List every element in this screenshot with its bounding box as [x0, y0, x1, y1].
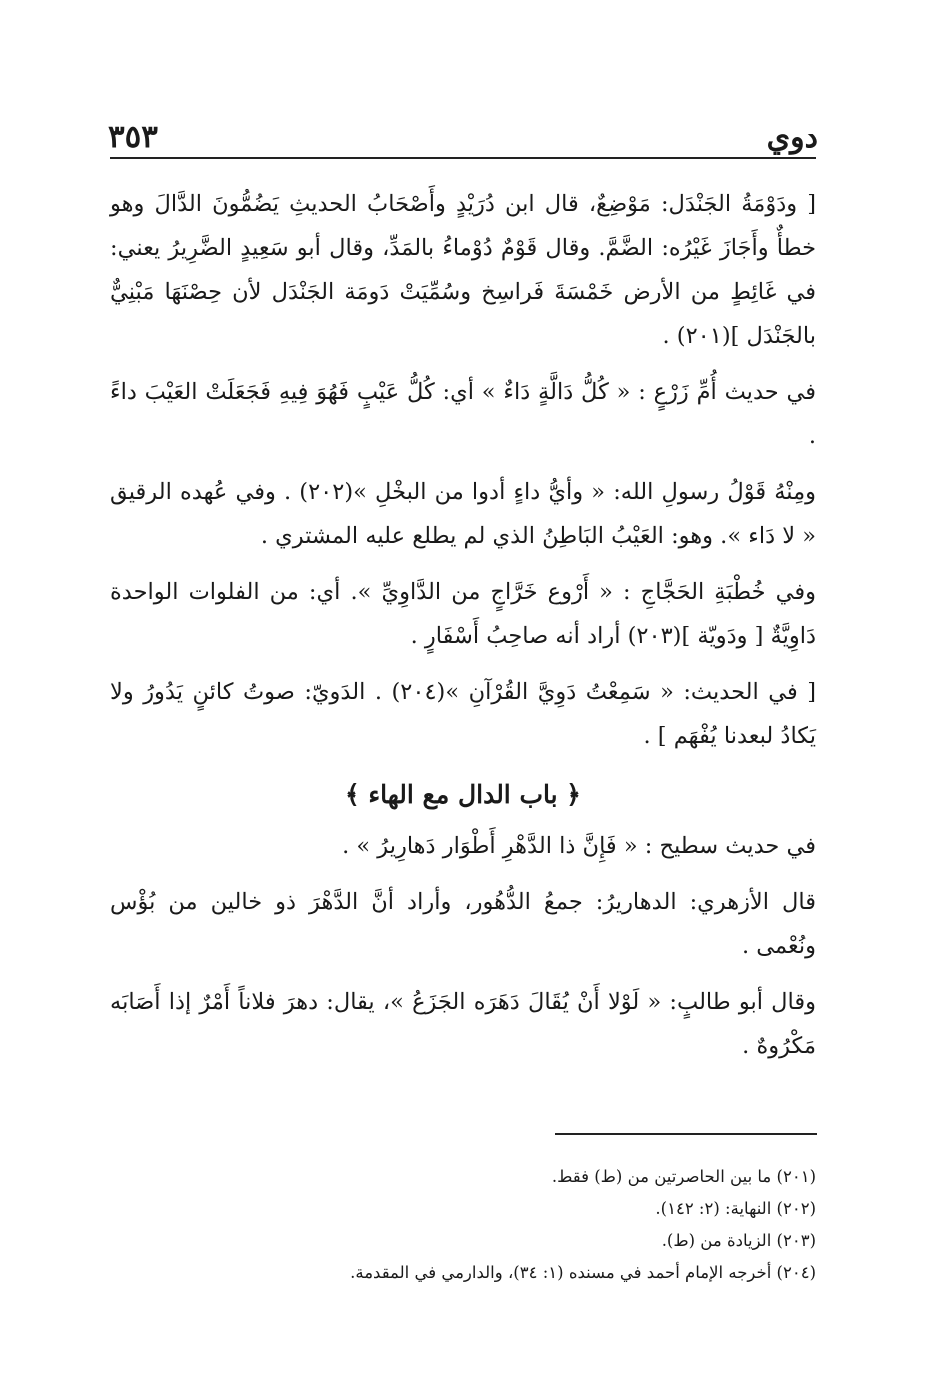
footnote: (٢٠٢) النهاية: (٢: ١٤٢).	[655, 1199, 816, 1218]
page-number: ٣٥٣	[108, 119, 158, 155]
page-header	[108, 100, 818, 155]
paragraph: وقال أبو طالبٍ: « لَوْلا أَنْ يُقَالَ دَهَرَه الجَزَعُ »، يقال: دهرَ فلاناً أَمْرٌ إذا أَصَابَه مَكْرُوهٌ .	[110, 989, 816, 1059]
paragraph: في حديث سطيح : « فَإِنَّ ذا الدَّهْرِ أَطْوَار دَهارِيرُ » .	[342, 833, 816, 859]
paragraph: قال الأزهري: الدهاريرُ: جمعُ الدُّهُور، وأراد أنَّ الدَّهْرَ ذو خالين من بُؤْس ونُعْمى .	[110, 889, 816, 959]
footnotes	[110, 1161, 816, 1289]
main-text	[110, 182, 816, 1080]
paragraph: وفي خُطْبَةِ الحَجَّاجِ : « أَرْوع خَرَّاجٍ من الدَّاوِيِّ ». أي: من الفلوات الواحدة دَاوِيَّةٌ [ ودَويّة ](٢٠٣) أراد أنه صاحِبُ أَسْفَارٍ .	[110, 579, 816, 649]
paragraph: في حديث أُمِّ زَرْعٍ : « كُلُّ دَالَّةٍ دَاءٌ » أي: كُلُّ عَيْبٍ فَهُوَ فِيهِ فَجَعَلَتْ العَيْبَ داءً .	[110, 379, 816, 449]
chapter-heading: ﴿ باب الدال مع الهاء ﴾	[345, 780, 581, 809]
paragraph: [ في الحديث: « سَمِعْتُ دَوِيَّ القُرْآنِ »(٢٠٤) . الدَويّ: صوتُ كائنٍ يَدُورُ ولا يَكادُ لبعدنا يُفْهَم ] .	[110, 679, 816, 749]
running-head: دوي	[766, 120, 818, 155]
footnote-rule	[555, 1133, 817, 1135]
paragraph: ومِنْهُ قَوْلُ رسولِ الله: « وأيُّ داءٍ أدوا من البخْلِ »(٢٠٢) . وفي عُهده الرقيق « لا دَاء ». وهو: العَيْبُ البَاطِنُ الذي لم يطلع عليه المشتري .	[110, 479, 816, 549]
footnote: (٢٠١) ما بين الحاصرتين من (ط) فقط.	[551, 1167, 816, 1186]
footnote: (٢٠٤) أخرجه الإمام أحمد في مسنده (١: ٣٤)، والدارمي في المقدمة.	[350, 1263, 816, 1282]
header-rule	[110, 157, 816, 159]
footnote: (٢٠٣) الزيادة من (ط).	[661, 1231, 816, 1250]
paragraph: [ ودَوْمَةُ الجَنْدَل: مَوْضِعٌ، قال ابن دُرَيْدٍ وأَصْحَابُ الحديثِ يَضُمُّونَ الدَّالَ وهو خطأٌ وأَجَازَ غَيْرُه: الضَّمَّ. وقال قَوْمٌ دُوْماءُ بالمَدِّ، وقال أبو سَعِيدٍ الضَّرِيرُ يعني: في غَائِطٍ من الأرض خَمْسَةَ فَراسِخ وسُمِّيَتْ دَومَة الجَنْدَل لأن حِصْنَهَا مَبْنِيٌّ بالجَنْدَل ](٢٠١) .	[110, 191, 816, 349]
